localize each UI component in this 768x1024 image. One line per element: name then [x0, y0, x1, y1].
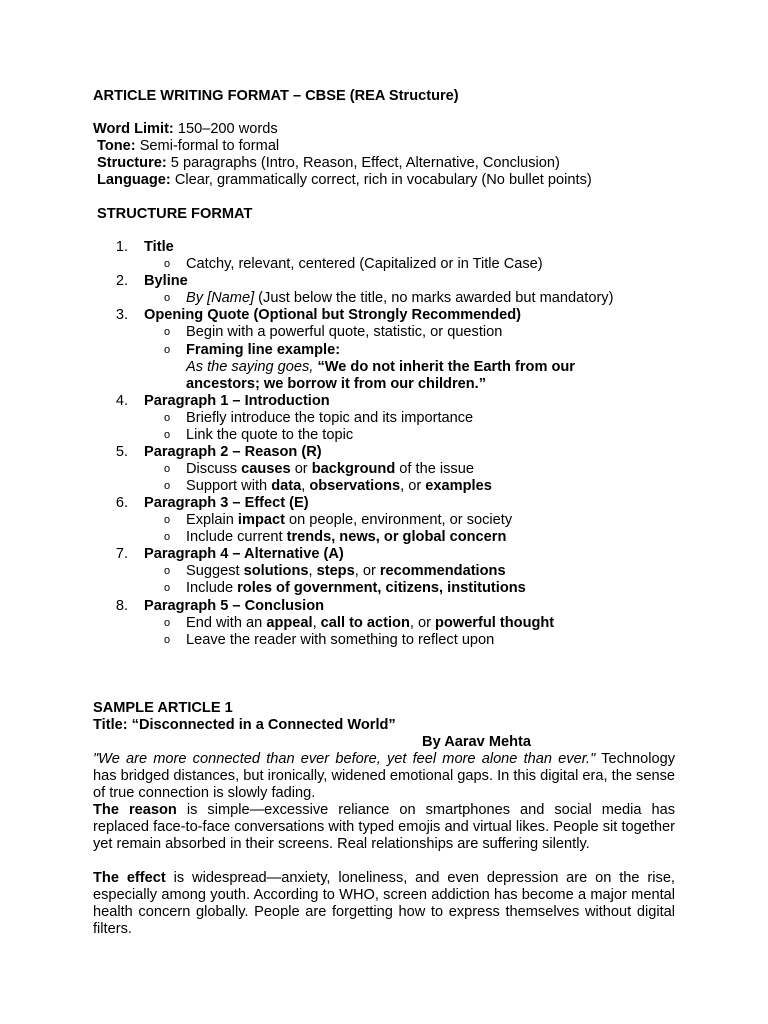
sample-title: Title: “Disconnected in a Connected World”	[93, 717, 396, 733]
bullet-marker: o	[164, 617, 171, 629]
list-item-title: Paragraph 4 – Alternative (A)	[144, 546, 344, 562]
sub-item	[186, 478, 492, 495]
sub-item	[186, 615, 554, 632]
text: , or	[409, 615, 436, 631]
structure-line	[97, 155, 560, 172]
tone-label: Tone:	[97, 138, 136, 154]
bold-text: solutions	[243, 563, 309, 579]
bold-text: appeal	[266, 615, 313, 631]
list-number: 8.	[115, 598, 128, 614]
text: , or	[400, 478, 426, 494]
list-item-title: Title	[144, 239, 174, 255]
list-item-title: Paragraph 1 – Introduction	[144, 393, 330, 409]
sub-item	[186, 563, 506, 580]
text: ,	[301, 478, 310, 494]
opening-quote: "We are more connected than ever before, yet feel more alone than ever."	[93, 751, 596, 767]
structure-value: 5 paragraphs (Intro, Reason, Effect, Alternative, Conclusion)	[166, 155, 560, 171]
sub-item: Link the quote to the topic	[186, 427, 354, 443]
sub-item: Leave the reader with something to reflect upon	[186, 632, 495, 648]
sample-paragraph-effect	[93, 870, 675, 938]
text: is widespread—anxiety, loneliness, and even depression are on the rise, especially among youth. According to WHO, screen addiction has become a major mental health concern globally. People are forgetting how to express themselves without digital filters.	[93, 870, 675, 937]
italic-text: By [Name]	[186, 290, 255, 306]
text: End with an	[186, 615, 267, 631]
bold-text: background	[311, 461, 396, 477]
bold-text: examples	[425, 478, 492, 494]
bold-lead: The effect	[93, 870, 166, 886]
sample-byline: By Aarav Mehta	[422, 734, 531, 750]
text: Include current	[186, 529, 287, 545]
bold-text: powerful thought	[435, 615, 555, 631]
bold-lead: The reason	[93, 802, 177, 818]
list-item-title: Paragraph 3 – Effect (E)	[144, 495, 309, 511]
bold-text: data	[271, 478, 302, 494]
sub-item: Begin with a powerful quote, statistic, or question	[186, 324, 503, 340]
text: Suggest	[186, 563, 244, 579]
list-item-title: Opening Quote (Optional but Strongly Recommended)	[144, 307, 522, 323]
text: is simple—excessive reliance on smartphones and social media has replaced face-to-face conversations with typed emojis and virtual likes. People sit together yet remain absorbed in their screens. Real relationships are suffering silently.	[93, 802, 676, 852]
sub-item: Briefly introduce the topic and its importance	[186, 410, 474, 426]
list-number: 1.	[115, 239, 128, 255]
list-item-title: Paragraph 2 – Reason (R)	[144, 444, 322, 460]
sample-heading: SAMPLE ARTICLE 1	[93, 700, 233, 716]
list-number: 5.	[115, 444, 128, 460]
text: Support with	[186, 478, 272, 494]
bullet-marker: o	[164, 429, 171, 441]
language-value: Clear, grammatically correct, rich in vocabulary (No bullet points)	[170, 172, 592, 188]
list-number: 3.	[115, 307, 128, 323]
page-heading: ARTICLE WRITING FORMAT – CBSE (REA Structure)	[93, 88, 459, 104]
bullet-marker: o	[164, 463, 171, 475]
bold-text: observations	[309, 478, 401, 494]
bullet-marker: o	[164, 514, 171, 526]
bullet-marker: o	[164, 344, 171, 356]
tone-line	[97, 138, 279, 155]
bullet-marker: o	[164, 480, 171, 492]
language-line	[97, 172, 592, 189]
bold-text: impact	[237, 512, 285, 528]
sub-item	[186, 529, 506, 546]
text: or	[290, 461, 312, 477]
word-limit-label: Word Limit:	[93, 121, 174, 137]
sub-item-continuation: ancestors; we borrow it from our children.”	[186, 376, 487, 392]
list-number: 4.	[115, 393, 128, 409]
structure-label: Structure:	[97, 155, 167, 171]
list-number: 6.	[115, 495, 128, 511]
bullet-marker: o	[164, 565, 171, 577]
bold-text: recommendations	[379, 563, 506, 579]
text: Explain	[186, 512, 238, 528]
list-number: 2.	[115, 273, 128, 289]
text: , or	[354, 563, 380, 579]
text: ,	[312, 615, 321, 631]
bullet-marker: o	[164, 258, 171, 270]
bullet-marker: o	[164, 531, 171, 543]
list-item-title: Paragraph 5 – Conclusion	[144, 598, 325, 614]
word-limit-value: 150–200 words	[173, 121, 278, 137]
sub-item: Catchy, relevant, centered (Capitalized or in Title Case)	[186, 256, 543, 272]
text: Discuss	[186, 461, 242, 477]
bold-text: roles of government, citizens, institutions	[237, 580, 526, 596]
bold-text: steps	[316, 563, 355, 579]
text: (Just below the title, no marks awarded but mandatory)	[254, 290, 614, 306]
word-limit-line	[93, 121, 278, 138]
sample-paragraph-reason	[93, 802, 675, 853]
bullet-marker: o	[164, 326, 171, 338]
list-number: 7.	[115, 546, 128, 562]
bold-text: trends, news, or global concern	[286, 529, 507, 545]
text: ,	[308, 563, 317, 579]
text: Technology has bridged distances, but ironically, widened emotional gaps. In this digital era, the sense of true connection is slowly fading.	[93, 751, 675, 801]
text: on people, environment, or society	[284, 512, 513, 528]
sub-item	[186, 580, 526, 597]
structure-heading: STRUCTURE FORMAT	[97, 206, 253, 222]
bullet-marker: o	[164, 582, 171, 594]
sub-item	[186, 461, 474, 478]
sub-item	[186, 290, 613, 307]
text: of the issue	[395, 461, 474, 477]
text: Include	[186, 580, 238, 596]
bold-text: causes	[241, 461, 291, 477]
sub-item-continuation	[186, 359, 575, 376]
sample-paragraph-intro	[93, 751, 675, 802]
sub-item	[186, 512, 512, 529]
bullet-marker: o	[164, 634, 171, 646]
list-item-title: Byline	[144, 273, 188, 289]
bullet-marker: o	[164, 412, 171, 424]
tone-value: Semi-formal to formal	[135, 138, 280, 154]
bold-text: “We do not inherit the Earth from our	[317, 359, 575, 375]
italic-text: As the saying goes,	[186, 359, 318, 375]
bold-text: call to action	[320, 615, 410, 631]
language-label: Language:	[97, 172, 171, 188]
sub-item: Framing line example:	[186, 342, 341, 358]
bullet-marker: o	[164, 292, 171, 304]
